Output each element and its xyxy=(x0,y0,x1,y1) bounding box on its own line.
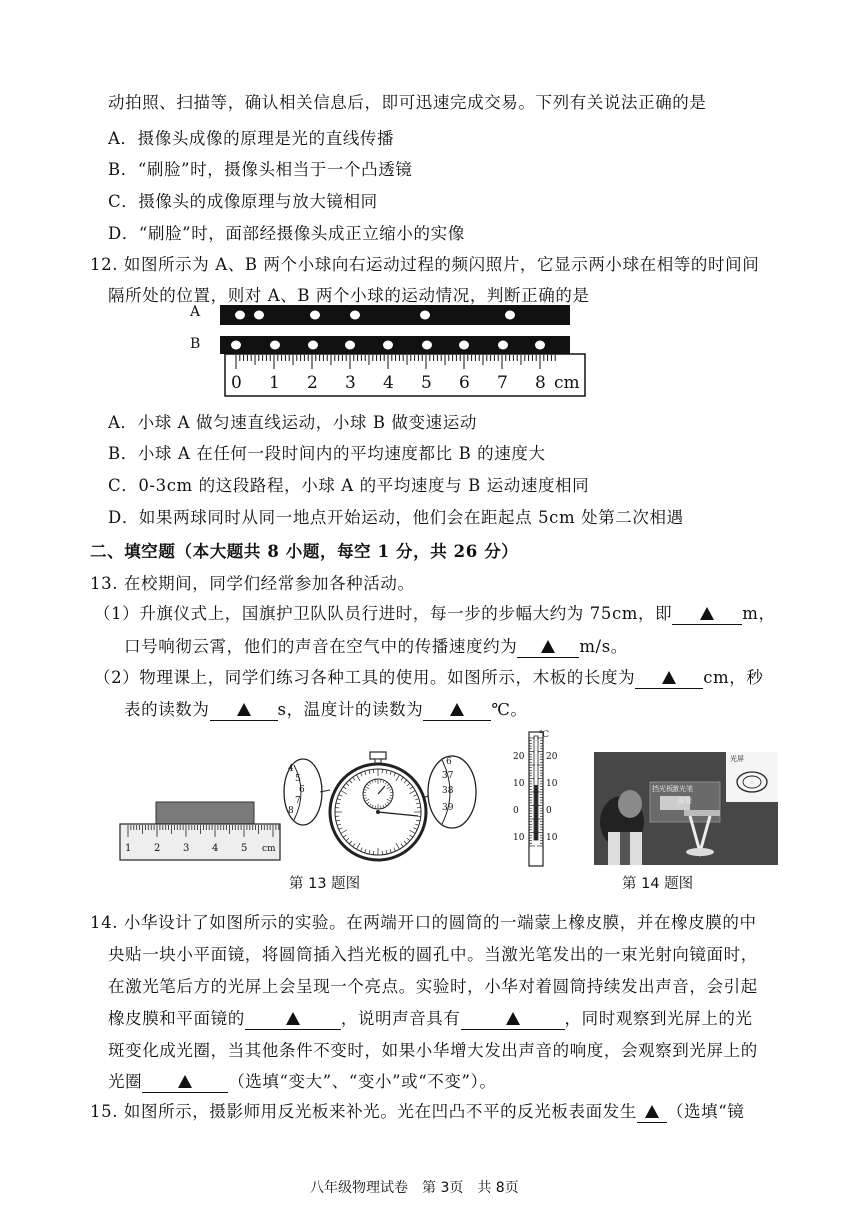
q14-l6a: 光圈 xyxy=(108,1072,143,1091)
section-title: 二、填空题（本大题共 8 小题，每空 1 分，共 26 分） xyxy=(90,542,519,561)
answer-blank[interactable] xyxy=(423,700,491,721)
q14-line5: 斑变化成光圈，当其他条件不变时，如果小华增大发出声音的响度，会观察到光屏上的 xyxy=(108,1041,758,1060)
q11-option-a: A．摄像头成像的原理是光的直线传播 xyxy=(108,129,395,148)
thermo-number: 10 xyxy=(546,833,558,843)
q13-p2b-end: ℃。 xyxy=(491,700,528,719)
answer-blank[interactable] xyxy=(142,1072,228,1093)
q14-line2: 央贴一块小平面镜，将圆筒插入挡光板的圆孔中。当激光笔发出的一束光射向镜面时， xyxy=(108,945,758,964)
q14-l4c: ，同时观察到光屏上的光 xyxy=(564,1009,753,1028)
triangle-icon xyxy=(237,703,251,716)
ruler-number: 5 xyxy=(241,843,248,854)
answer-blank[interactable] xyxy=(245,1009,341,1030)
q13-caption: 第 13 题图 xyxy=(289,876,361,892)
ruler-number: 1 xyxy=(125,843,132,854)
q14-line1: 14. 小华设计了如图所示的实验。在两端开口的圆筒的一端蒙上橡皮膜，并在橡皮膜的中 xyxy=(90,913,757,932)
q15-a: 15. 如图所示，摄影师用反光板来补光。光在凹凸不平的反光板表面发生 xyxy=(90,1102,637,1121)
q13-p2a-text: （2）物理课上，同学们练习各种工具的使用。如图所示，木板的长度为 xyxy=(94,668,636,687)
answer-blank[interactable] xyxy=(637,1102,667,1123)
thermo-number: 0 xyxy=(513,806,519,816)
dial-number: 6 xyxy=(299,785,305,795)
q12-option-d: D．如果两球同时从同一地点开始运动，他们会在距起点 5cm 处第二次相遇 xyxy=(108,508,684,527)
ruler-number: 4 xyxy=(212,843,219,854)
answer-blank[interactable] xyxy=(517,637,579,658)
thermo-number: 20 xyxy=(513,752,525,762)
q15-b: （选填“镜 xyxy=(666,1102,745,1121)
dial-number: 37 xyxy=(442,771,454,781)
label-ball-b: B xyxy=(190,336,201,352)
ruler-number: 6 xyxy=(459,373,470,393)
q11-option-d: D．“刷脸”时，面部经摄像头成正立缩小的实像 xyxy=(108,224,465,243)
wooden-board-ruler-figure xyxy=(118,800,283,862)
label-laser-pen: 激光笔 xyxy=(672,785,693,793)
q12-option-b: B．小球 A 在任何一段时间内的平均速度都比 B 的速度大 xyxy=(108,444,546,463)
thermo-number: 10 xyxy=(513,833,525,843)
dial-number: 6 xyxy=(446,757,452,767)
answer-blank[interactable] xyxy=(672,604,742,625)
dial-number: 39 xyxy=(442,803,454,813)
ruler-unit: cm xyxy=(554,373,580,393)
q14-l4a: 橡皮膜和平面镜的 xyxy=(108,1009,245,1028)
thermo-number: 10 xyxy=(513,779,525,789)
answer-blank[interactable] xyxy=(635,668,703,689)
q13-part1-line2 xyxy=(124,635,628,659)
q13-p2a-end: cm，秒 xyxy=(703,668,764,687)
q12-option-c: C．0-3cm 的这段路程，小球 A 的平均速度与 B 运动速度相同 xyxy=(108,476,590,495)
q13-part2-line1 xyxy=(94,666,764,690)
stopwatch-figure xyxy=(282,750,477,870)
q13-intro: 13. 在校期间，同学们经常参加各种活动。 xyxy=(90,574,415,593)
q11-tail: 动拍照、扫描等，确认相关信息后，即可迅速完成交易。下列有关说法正确的是 xyxy=(108,93,707,112)
q14-l4b: ，说明声音具有 xyxy=(340,1009,461,1028)
triangle-icon xyxy=(645,1105,659,1118)
q13-part1-line1 xyxy=(94,602,776,626)
ruler-number: 1 xyxy=(269,373,280,393)
q14-line3: 在激光笔后方的光屏上会呈现一个亮点。实验时，小华对着圆筒持续发出声音，会引起 xyxy=(108,977,758,996)
dial-number: 38 xyxy=(442,786,454,796)
thermo-unit: ℃ xyxy=(539,730,550,740)
label-shade-board: 挡光板 xyxy=(652,785,673,793)
q14-l6b: （选填“变大”、“变小”或“不变”）。 xyxy=(228,1072,497,1091)
thermo-number: 10 xyxy=(546,779,558,789)
q13-p1b-text: 口号响彻云霄，他们的声音在空气中的传播速度约为 xyxy=(124,637,518,656)
q13-p2b2-text: s，温度计的读数为 xyxy=(277,700,424,719)
triangle-icon xyxy=(541,640,555,653)
triangle-icon xyxy=(662,671,676,684)
dial-number: 5 xyxy=(295,774,301,784)
ruler-number: 3 xyxy=(183,843,190,854)
ruler-number: 5 xyxy=(421,373,432,393)
thermometer-figure xyxy=(505,730,567,868)
q13-p1a-text: （1）升旗仪式上，国旗护卫队队员行进时，每一步的步幅大约为 75cm，即 xyxy=(94,604,673,623)
triangle-icon xyxy=(286,1012,300,1025)
label-tube: 圆筒 xyxy=(678,797,692,805)
dial-number: 4 xyxy=(288,764,294,774)
q13-part2-line2 xyxy=(124,698,528,722)
q12-stem-line1: 12. 如图所示为 A、B 两个小球向右运动过程的频闪照片，它显示两小球在相等的时间间 xyxy=(90,255,760,274)
ruler-number: 3 xyxy=(345,373,356,393)
label-ball-a: A xyxy=(190,304,201,320)
triangle-icon xyxy=(700,607,714,620)
label-light-screen: 光屏 xyxy=(730,755,744,763)
q12-stem-line2: 隔所处的位置，则对 A、B 两个小球的运动情况，判断正确的是 xyxy=(108,286,590,305)
page-footer: 八年级物理试卷 第 3页 共 8页 xyxy=(310,1180,519,1196)
ruler-number: 2 xyxy=(307,373,318,393)
ruler-number: 0 xyxy=(231,373,242,393)
thermo-number: 20 xyxy=(546,752,558,762)
thermo-number: 0 xyxy=(546,806,552,816)
answer-blank[interactable] xyxy=(210,700,278,721)
q14-photo xyxy=(594,752,778,865)
ruler-number: 7 xyxy=(497,373,508,393)
q11-option-b: B．“刷脸”时，摄像头相当于一个凸透镜 xyxy=(108,160,413,179)
q13-p2b1-text: 表的读数为 xyxy=(124,700,210,719)
answer-blank[interactable] xyxy=(461,1009,565,1030)
triangle-icon xyxy=(506,1012,520,1025)
ruler-number: 4 xyxy=(383,373,394,393)
q12-option-a: A．小球 A 做匀速直线运动，小球 B 做变速运动 xyxy=(108,413,477,432)
q14-caption: 第 14 题图 xyxy=(622,876,694,892)
q12-strobe-figure xyxy=(180,300,600,400)
q13-p1a-end: m， xyxy=(742,604,776,623)
ruler-unit: cm xyxy=(262,844,276,854)
q15-line1 xyxy=(90,1100,744,1124)
dial-number: 7 xyxy=(295,796,301,806)
q11-option-c: C．摄像头的成像原理与放大镜相同 xyxy=(108,192,378,211)
q13-p1b-end: m/s。 xyxy=(579,637,628,656)
dial-number: 8 xyxy=(288,806,294,816)
ruler-number: 8 xyxy=(535,373,546,393)
triangle-icon xyxy=(178,1075,192,1088)
q14-line6 xyxy=(108,1070,496,1094)
q14-line4 xyxy=(108,1007,753,1031)
ruler-number: 2 xyxy=(154,843,161,854)
triangle-icon xyxy=(450,703,464,716)
